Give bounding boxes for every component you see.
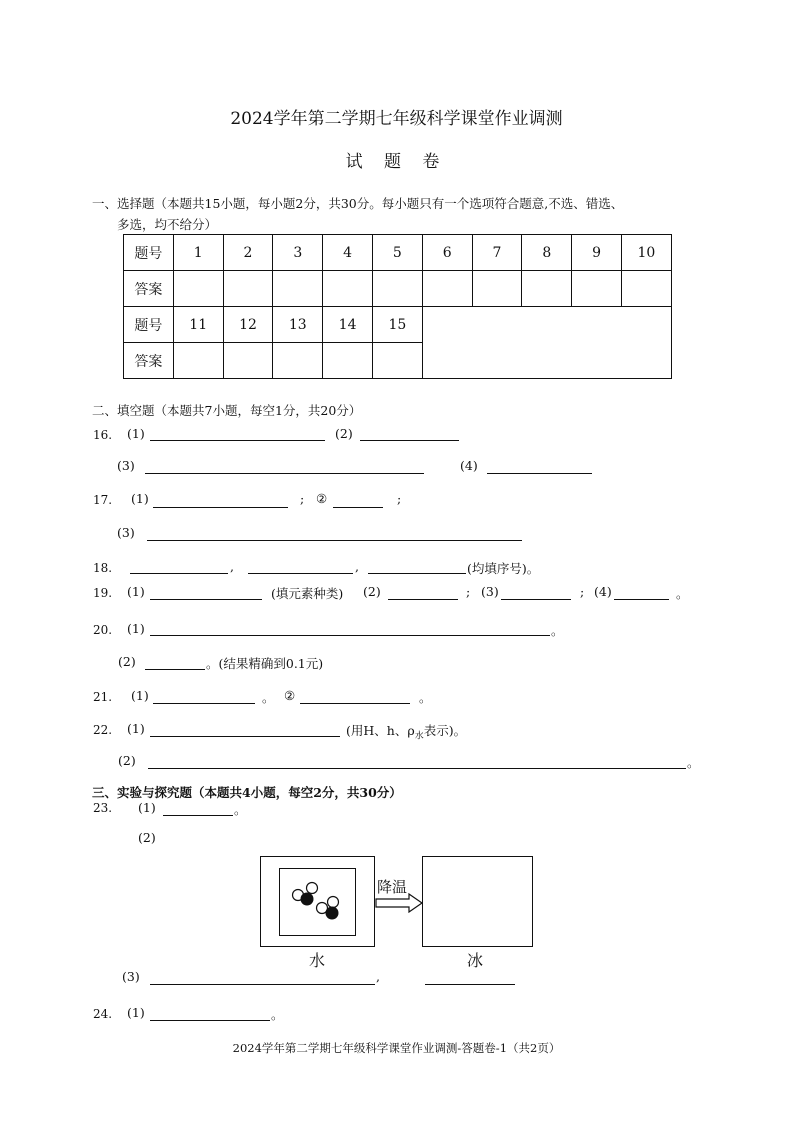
- empty-region: [422, 307, 671, 379]
- q19-end: 。: [676, 586, 689, 601]
- q20-part1-label: (1): [127, 621, 145, 636]
- water-label: 水: [309, 951, 326, 970]
- q16-part4-blank[interactable]: [487, 473, 592, 474]
- answer-cell[interactable]: [422, 271, 472, 307]
- q23-part2-label: (2): [138, 830, 156, 845]
- answer-cell[interactable]: [273, 343, 323, 379]
- q24-end: 。: [271, 1007, 284, 1022]
- q23-part1-label: (1): [138, 800, 156, 815]
- section2-heading: 二、填空题（本题共7小题，每空1分，共20分）: [92, 403, 362, 418]
- q20-part2-label: (2): [118, 654, 136, 669]
- q19-part4-label: (4): [594, 584, 612, 599]
- q16-part4-label: (4): [460, 458, 478, 473]
- answer-cell[interactable]: [522, 271, 572, 307]
- row-label: 题号: [124, 235, 174, 271]
- answer-cell[interactable]: [173, 343, 223, 379]
- q21-part1-label: (1): [131, 688, 149, 703]
- question-number: 4: [323, 235, 373, 271]
- right-arrow-icon: [375, 893, 425, 913]
- q21-part2-blank[interactable]: [300, 703, 410, 704]
- q19-part1-blank[interactable]: [150, 599, 262, 600]
- q22-note: [346, 721, 466, 742]
- q17-number: 17.: [93, 493, 113, 507]
- q20-end: 。: [551, 623, 564, 638]
- q17-part3-blank[interactable]: [147, 540, 522, 541]
- q23-number: 23.: [93, 801, 113, 815]
- q23-end: 。: [234, 802, 247, 817]
- question-number: 11: [173, 307, 223, 343]
- q19-semicolon: ;: [580, 584, 585, 599]
- q17-part2-blank[interactable]: [333, 507, 383, 508]
- q16-part1-label: (1): [127, 426, 145, 441]
- q22-end: 。: [687, 755, 700, 770]
- q19-semicolon: ;: [466, 584, 471, 599]
- q19-part3-blank[interactable]: [501, 599, 571, 600]
- question-number: 14: [323, 307, 373, 343]
- q19-number: 19.: [93, 586, 113, 600]
- q22-part2-label: (2): [118, 753, 136, 768]
- question-number: 12: [223, 307, 273, 343]
- q22-note-end: 表示)。: [423, 723, 467, 738]
- q17-part3-label: (3): [117, 525, 135, 540]
- question-number: 5: [372, 235, 422, 271]
- q22-part2-blank[interactable]: [148, 768, 686, 769]
- q22-part1-label: (1): [127, 721, 145, 736]
- question-number: 7: [472, 235, 522, 271]
- q18-comma: ,: [355, 559, 359, 574]
- answer-cell[interactable]: [372, 343, 422, 379]
- q24-number: 24.: [93, 1007, 113, 1021]
- q23-part3-label: (3): [122, 969, 140, 984]
- q16-part3-label: (3): [117, 458, 135, 473]
- q21-end: 。: [262, 690, 275, 705]
- question-number: 13: [273, 307, 323, 343]
- q22-note-text: (用H、h、ρ: [346, 723, 415, 738]
- ice-box[interactable]: [422, 856, 533, 947]
- ice-label: 冰: [467, 951, 484, 970]
- q16-part2-blank[interactable]: [360, 440, 459, 441]
- q19-part4-blank[interactable]: [614, 599, 669, 600]
- q16-part3-blank[interactable]: [145, 473, 424, 474]
- q16-number: 16.: [93, 428, 113, 442]
- q19-part2-blank[interactable]: [388, 599, 458, 600]
- arrow-label: 降温: [377, 878, 408, 896]
- q21-part2-label: ②: [284, 688, 296, 703]
- q21-part1-blank[interactable]: [153, 703, 255, 704]
- page-footer: 2024学年第二学期七年级科学课堂作业调测-答题卷-1（共2页）: [232, 1041, 561, 1055]
- water-molecules-icon: [279, 868, 356, 936]
- q17-semicolon: ;: [397, 491, 402, 506]
- answer-cell[interactable]: [273, 271, 323, 307]
- answer-cell[interactable]: [621, 271, 671, 307]
- question-number: 1: [173, 235, 223, 271]
- q21-end: 。: [419, 690, 432, 705]
- q23-part1-blank[interactable]: [163, 815, 233, 816]
- answer-cell[interactable]: [323, 343, 373, 379]
- q17-part1-label: (1): [131, 491, 149, 506]
- q22-note-subscript: 水: [414, 731, 424, 742]
- question-number: 3: [273, 235, 323, 271]
- q19-part3-label: (3): [481, 584, 499, 599]
- q16-part1-blank[interactable]: [150, 440, 325, 441]
- q23-comma: ,: [376, 969, 380, 984]
- table-row: [124, 235, 672, 271]
- q17-part1-blank[interactable]: [153, 507, 288, 508]
- row-label: 答案: [124, 271, 174, 307]
- q18-number: 18.: [93, 561, 113, 575]
- q17-part2-label: ②: [316, 491, 328, 506]
- q20-part2-blank[interactable]: [145, 669, 205, 670]
- question-number: 8: [522, 235, 572, 271]
- q24-part1-label: (1): [127, 1005, 145, 1020]
- question-number: 15: [372, 307, 422, 343]
- page-subtitle: 试 题 卷: [345, 152, 448, 172]
- answer-cell[interactable]: [323, 271, 373, 307]
- question-number: 6: [422, 235, 472, 271]
- q20-number: 20.: [93, 623, 113, 637]
- row-label: 答案: [124, 343, 174, 379]
- q17-semicolon: ;: [300, 491, 305, 506]
- q18-note: (均填序号)。: [467, 561, 540, 576]
- q21-number: 21.: [93, 690, 113, 704]
- answer-cell[interactable]: [223, 343, 273, 379]
- q24-part1-blank[interactable]: [150, 1020, 270, 1021]
- q18-blank-2[interactable]: [248, 573, 353, 574]
- q22-number: 22.: [93, 723, 113, 737]
- row-label: 题号: [124, 307, 174, 343]
- q20-note: 。(结果精确到0.1元): [206, 656, 324, 671]
- question-number: 10: [621, 235, 671, 271]
- answer-cell[interactable]: [472, 271, 522, 307]
- q23-part3-blank-1[interactable]: [150, 984, 375, 985]
- q19-part1-label: (1): [127, 584, 145, 599]
- answer-cell[interactable]: [173, 271, 223, 307]
- q18-comma: ,: [230, 559, 234, 574]
- section1-heading-cont: 多选，均不给分）: [117, 217, 218, 232]
- answer-cell[interactable]: [372, 271, 422, 307]
- q22-part1-blank[interactable]: [150, 736, 340, 737]
- answer-cell[interactable]: [572, 271, 622, 307]
- q18-blank-1[interactable]: [130, 573, 228, 574]
- q18-blank-3[interactable]: [368, 573, 466, 574]
- answer-table: [123, 234, 672, 379]
- answer-cell[interactable]: [223, 271, 273, 307]
- section3-heading: 三、实验与探究题（本题共4小题，每空2分，共30分）: [92, 785, 402, 800]
- table-row: [124, 271, 672, 307]
- section1-heading: 一、选择题（本题共15小题，每小题2分，共30分。每小题只有一个选项符合题意,不选、错选、: [92, 196, 624, 211]
- q20-part1-blank[interactable]: [150, 635, 550, 636]
- q19-note: (填元素种类): [271, 586, 344, 601]
- table-row: [124, 307, 672, 343]
- page-title: 2024学年第二学期七年级科学课堂作业调测: [230, 109, 563, 129]
- question-number: 2: [223, 235, 273, 271]
- question-number: 9: [572, 235, 622, 271]
- q19-part2-label: (2): [363, 584, 381, 599]
- q16-part2-label: (2): [335, 426, 353, 441]
- q23-part3-blank-2[interactable]: [425, 984, 515, 985]
